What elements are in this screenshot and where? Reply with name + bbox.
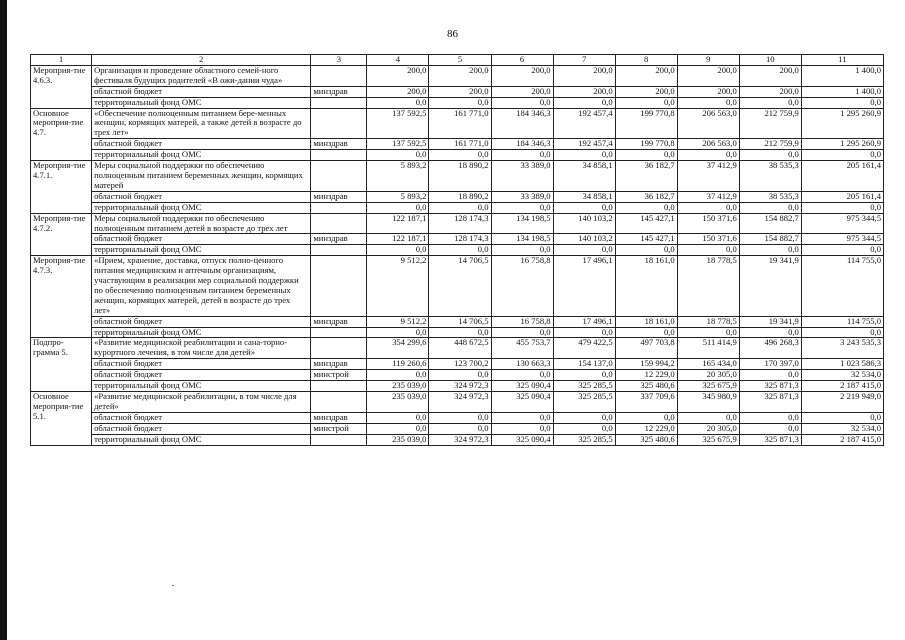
value-cell: 0,0	[491, 370, 553, 381]
value-cell: 150 371,6	[677, 234, 739, 245]
value-cell: 0,0	[491, 97, 553, 108]
value-cell: 206 563,0	[677, 139, 739, 150]
value-cell: 0,0	[429, 412, 491, 423]
funding-row	[31, 245, 884, 256]
value-cell: 192 457,4	[553, 108, 615, 139]
funding-row	[31, 359, 884, 370]
value-cell: 9 512,2	[367, 316, 429, 327]
value-cell: 161 771,0	[429, 108, 491, 139]
value-cell: 192 457,4	[553, 139, 615, 150]
funding-source-cell: территориальный фонд ОМС	[92, 245, 311, 256]
value-cell: 0,0	[429, 370, 491, 381]
value-cell: 0,0	[367, 423, 429, 434]
value-cell: 184 346,3	[491, 139, 553, 150]
value-cell: 150 371,6	[677, 213, 739, 234]
value-cell: 0,0	[739, 202, 801, 213]
value-cell: 345 980,9	[677, 392, 739, 413]
section-id-cell: Мероприя-тие 4.7.1.	[31, 161, 92, 214]
value-cell: 0,0	[429, 423, 491, 434]
title-cell: «Прием, хранение, доставка, отпуск полно-ценного питания медицинским и аптечным организациям, участвующим в реализации мер социальной поддержки по обеспечению полноценным питанием беременных женщин, кормящих матерей, детей в возрасте до трех лет»	[92, 256, 311, 316]
value-cell: 0,0	[801, 327, 883, 338]
value-cell: 325 871,3	[739, 434, 801, 445]
executor-cell: минстрой	[311, 423, 367, 434]
value-cell: 235 039,0	[367, 381, 429, 392]
value-cell: 0,0	[677, 202, 739, 213]
value-cell: 325 675,9	[677, 434, 739, 445]
value-cell: 975 344,5	[801, 213, 883, 234]
value-cell: 0,0	[677, 97, 739, 108]
executor-cell	[311, 161, 367, 192]
value-cell: 0,0	[553, 97, 615, 108]
title-cell: «Развитие медицинской реабилитации, в том числе для детей»	[92, 392, 311, 413]
scan-edge-bar	[0, 0, 7, 640]
value-cell: 2 187 415,0	[801, 381, 883, 392]
value-cell: 0,0	[429, 97, 491, 108]
value-cell: 0,0	[739, 370, 801, 381]
value-cell: 0,0	[615, 202, 677, 213]
value-cell: 1 295 260,9	[801, 139, 883, 150]
executor-cell	[311, 327, 367, 338]
value-cell: 200,0	[367, 86, 429, 97]
executor-cell: минздрав	[311, 412, 367, 423]
value-cell: 0,0	[615, 327, 677, 338]
value-cell: 36 182,7	[615, 191, 677, 202]
value-cell: 0,0	[615, 97, 677, 108]
value-cell: 0,0	[367, 245, 429, 256]
executor-cell	[311, 381, 367, 392]
value-cell: 145 427,1	[615, 213, 677, 234]
section-id-cell: Подпро-грамма 5.	[31, 338, 92, 392]
value-cell: 0,0	[739, 97, 801, 108]
funding-source-cell: областной бюджет	[92, 423, 311, 434]
value-cell: 0,0	[615, 412, 677, 423]
group-title-row	[31, 108, 884, 139]
value-cell: 122 187,1	[367, 234, 429, 245]
value-cell: 154 882,7	[739, 213, 801, 234]
value-cell: 1 023 586,3	[801, 359, 883, 370]
funding-source-cell: областной бюджет	[92, 234, 311, 245]
funding-row	[31, 370, 884, 381]
value-cell: 19 341,9	[739, 256, 801, 316]
header-cell: 5	[429, 55, 491, 66]
value-cell: 161 771,0	[429, 139, 491, 150]
value-cell: 206 563,0	[677, 108, 739, 139]
value-cell: 0,0	[553, 150, 615, 161]
value-cell: 0,0	[553, 202, 615, 213]
funding-source-cell: областной бюджет	[92, 359, 311, 370]
group-title-row	[31, 161, 884, 192]
value-cell: 0,0	[739, 150, 801, 161]
value-cell: 16 758,8	[491, 256, 553, 316]
value-cell: 32 534,0	[801, 423, 883, 434]
value-cell: 0,0	[491, 150, 553, 161]
value-cell: 448 672,5	[429, 338, 491, 359]
group-title-row	[31, 213, 884, 234]
value-cell: 184 346,3	[491, 108, 553, 139]
value-cell: 2 187 415,0	[801, 434, 883, 445]
group-title-row	[31, 338, 884, 359]
funding-row	[31, 423, 884, 434]
header-cell: 4	[367, 55, 429, 66]
funding-row	[31, 412, 884, 423]
value-cell: 16 758,8	[491, 316, 553, 327]
value-cell: 200,0	[677, 65, 739, 86]
value-cell: 170 397,0	[739, 359, 801, 370]
value-cell: 137 592,5	[367, 108, 429, 139]
value-cell: 34 858,1	[553, 161, 615, 192]
value-cell: 154 137,0	[553, 359, 615, 370]
value-cell: 128 174,3	[429, 213, 491, 234]
value-cell: 212 759,9	[739, 139, 801, 150]
value-cell: 0,0	[801, 412, 883, 423]
funding-source-cell: территориальный фонд ОМС	[92, 97, 311, 108]
value-cell: 325 090,4	[491, 392, 553, 413]
funding-source-cell: территориальный фонд ОМС	[92, 327, 311, 338]
value-cell: 0,0	[367, 150, 429, 161]
value-cell: 0,0	[491, 423, 553, 434]
executor-cell: минздрав	[311, 316, 367, 327]
value-cell: 200,0	[367, 65, 429, 86]
executor-cell: минздрав	[311, 234, 367, 245]
funding-source-cell: областной бюджет	[92, 316, 311, 327]
funding-row	[31, 316, 884, 327]
funding-row	[31, 434, 884, 445]
value-cell: 0,0	[491, 202, 553, 213]
value-cell: 0,0	[491, 327, 553, 338]
value-cell: 235 039,0	[367, 392, 429, 413]
section-id-cell: Мероприя-тие 4.6.3.	[31, 65, 92, 108]
header-cell: 7	[553, 55, 615, 66]
value-cell: 200,0	[491, 65, 553, 86]
header-cell: 2	[92, 55, 311, 66]
value-cell: 0,0	[739, 327, 801, 338]
executor-cell	[311, 108, 367, 139]
value-cell: 36 182,7	[615, 161, 677, 192]
section-id-cell: Мероприя-тие 4.7.2.	[31, 213, 92, 256]
funding-row	[31, 139, 884, 150]
funding-row	[31, 327, 884, 338]
value-cell: 14 706,5	[429, 256, 491, 316]
executor-cell	[311, 245, 367, 256]
header-cell: 10	[739, 55, 801, 66]
value-cell: 205 161,4	[801, 191, 883, 202]
value-cell: 18 890,2	[429, 161, 491, 192]
value-cell: 324 972,3	[429, 381, 491, 392]
value-cell: 235 039,0	[367, 434, 429, 445]
value-cell: 134 198,5	[491, 234, 553, 245]
value-cell: 325 480,6	[615, 434, 677, 445]
value-cell: 0,0	[553, 370, 615, 381]
value-cell: 205 161,4	[801, 161, 883, 192]
value-cell: 0,0	[677, 150, 739, 161]
executor-cell	[311, 65, 367, 86]
value-cell: 17 496,1	[553, 316, 615, 327]
header-cell: 3	[311, 55, 367, 66]
value-cell: 325 871,3	[739, 381, 801, 392]
executor-cell: минздрав	[311, 86, 367, 97]
funding-row	[31, 97, 884, 108]
value-cell: 119 260,6	[367, 359, 429, 370]
funding-source-cell: территориальный фонд ОМС	[92, 150, 311, 161]
executor-cell	[311, 338, 367, 359]
value-cell: 18 778,5	[677, 316, 739, 327]
value-cell: 200,0	[739, 65, 801, 86]
value-cell: 0,0	[429, 327, 491, 338]
funding-source-cell: областной бюджет	[92, 86, 311, 97]
value-cell: 200,0	[615, 65, 677, 86]
value-cell: 38 535,3	[739, 161, 801, 192]
value-cell: 325 871,3	[739, 392, 801, 413]
value-cell: 130 663,3	[491, 359, 553, 370]
title-cell: «Обеспечение полноценным питанием бере-менных женщин, кормящих матерей, а также детей в возрасте до трех лет»	[92, 108, 311, 139]
value-cell: 200,0	[491, 86, 553, 97]
value-cell: 19 341,9	[739, 316, 801, 327]
executor-cell: минздрав	[311, 359, 367, 370]
executor-cell	[311, 97, 367, 108]
funding-row	[31, 202, 884, 213]
value-cell: 0,0	[677, 245, 739, 256]
value-cell: 0,0	[739, 423, 801, 434]
title-cell: Меры социальной поддержки по обеспечению полноценным питанием беременных женщин, кормящих матерей	[92, 161, 311, 192]
value-cell: 128 174,3	[429, 234, 491, 245]
value-cell: 0,0	[367, 202, 429, 213]
page-number: 86	[447, 28, 458, 40]
value-cell: 325 480,6	[615, 381, 677, 392]
section-id-cell: Основное мероприя-тие 5.1.	[31, 392, 92, 446]
value-cell: 200,0	[553, 65, 615, 86]
funding-row	[31, 86, 884, 97]
value-cell: 20 305,0	[677, 423, 739, 434]
header-cell: 11	[801, 55, 883, 66]
budget-table	[30, 54, 884, 446]
value-cell: 0,0	[801, 150, 883, 161]
value-cell: 0,0	[553, 327, 615, 338]
executor-cell	[311, 150, 367, 161]
value-cell: 33 389,0	[491, 161, 553, 192]
value-cell: 12 229,0	[615, 423, 677, 434]
title-cell: Меры социальной поддержки по обеспечению полноценным питанием детей в возрасте до трех лет	[92, 213, 311, 234]
value-cell: 0,0	[429, 202, 491, 213]
executor-cell	[311, 202, 367, 213]
value-cell: 2 219 949,0	[801, 392, 883, 413]
value-cell: 3 243 535,3	[801, 338, 883, 359]
value-cell: 0,0	[739, 412, 801, 423]
value-cell: 325 285,5	[553, 434, 615, 445]
value-cell: 137 592,5	[367, 139, 429, 150]
value-cell: 0,0	[553, 423, 615, 434]
value-cell: 154 882,7	[739, 234, 801, 245]
value-cell: 12 229,0	[615, 370, 677, 381]
value-cell: 199 770,8	[615, 108, 677, 139]
value-cell: 325 090,4	[491, 381, 553, 392]
value-cell: 32 534,0	[801, 370, 883, 381]
value-cell: 0,0	[677, 412, 739, 423]
value-cell: 38 535,3	[739, 191, 801, 202]
title-cell: Организация и проведение областного семей-ного фестиваля будущих родителей «В ожи-дании чуда»	[92, 65, 311, 86]
value-cell: 0,0	[801, 245, 883, 256]
value-cell: 497 703,8	[615, 338, 677, 359]
value-cell: 0,0	[491, 412, 553, 423]
value-cell: 20 305,0	[677, 370, 739, 381]
value-cell: 37 412,9	[677, 161, 739, 192]
value-cell: 325 285,5	[553, 381, 615, 392]
value-cell: 17 496,1	[553, 256, 615, 316]
value-cell: 212 759,9	[739, 108, 801, 139]
value-cell: 337 709,6	[615, 392, 677, 413]
value-cell: 354 299,6	[367, 338, 429, 359]
value-cell: 34 858,1	[553, 191, 615, 202]
funding-source-cell: областной бюджет	[92, 412, 311, 423]
funding-source-cell: областной бюджет	[92, 370, 311, 381]
value-cell: 0,0	[801, 97, 883, 108]
value-cell: 325 090,4	[491, 434, 553, 445]
value-cell: 0,0	[367, 412, 429, 423]
value-cell: 122 187,1	[367, 213, 429, 234]
executor-cell	[311, 213, 367, 234]
value-cell: 200,0	[677, 86, 739, 97]
value-cell: 511 414,9	[677, 338, 739, 359]
value-cell: 0,0	[615, 245, 677, 256]
group-title-row	[31, 65, 884, 86]
value-cell: 18 161,0	[615, 316, 677, 327]
value-cell: 1 400,0	[801, 86, 883, 97]
table-body	[31, 55, 884, 446]
executor-cell: минстрой	[311, 370, 367, 381]
value-cell: 114 755,0	[801, 316, 883, 327]
value-cell: 0,0	[367, 97, 429, 108]
funding-row	[31, 381, 884, 392]
funding-row	[31, 150, 884, 161]
value-cell: 0,0	[553, 412, 615, 423]
funding-source-cell: территориальный фонд ОМС	[92, 381, 311, 392]
value-cell: 200,0	[429, 65, 491, 86]
value-cell: 0,0	[677, 327, 739, 338]
executor-cell	[311, 434, 367, 445]
executor-cell	[311, 392, 367, 413]
header-cell: 8	[615, 55, 677, 66]
value-cell: 0,0	[429, 150, 491, 161]
value-cell: 324 972,3	[429, 392, 491, 413]
value-cell: 114 755,0	[801, 256, 883, 316]
value-cell: 496 268,3	[739, 338, 801, 359]
value-cell: 18 890,2	[429, 191, 491, 202]
value-cell: 33 389,0	[491, 191, 553, 202]
value-cell: 145 427,1	[615, 234, 677, 245]
funding-source-cell: территориальный фонд ОМС	[92, 202, 311, 213]
value-cell: 0,0	[739, 245, 801, 256]
value-cell: 0,0	[429, 245, 491, 256]
value-cell: 159 994,2	[615, 359, 677, 370]
value-cell: 123 700,2	[429, 359, 491, 370]
value-cell: 18 161,0	[615, 256, 677, 316]
value-cell: 325 285,5	[553, 392, 615, 413]
value-cell: 0,0	[615, 150, 677, 161]
funding-row	[31, 191, 884, 202]
header-row	[31, 55, 884, 66]
value-cell: 0,0	[491, 245, 553, 256]
value-cell: 134 198,5	[491, 213, 553, 234]
section-id-cell: Основное мероприя-тие 4.7.	[31, 108, 92, 161]
funding-source-cell: территориальный фонд ОМС	[92, 434, 311, 445]
value-cell: 5 893,2	[367, 161, 429, 192]
value-cell: 1 400,0	[801, 65, 883, 86]
executor-cell	[311, 256, 367, 316]
value-cell: 200,0	[739, 86, 801, 97]
value-cell: 200,0	[615, 86, 677, 97]
title-cell: «Развитие медицинской реабилитации и сана-торно-курортного лечения, в том числе для детей»	[92, 338, 311, 359]
value-cell: 200,0	[553, 86, 615, 97]
value-cell: 5 893,2	[367, 191, 429, 202]
value-cell: 0,0	[801, 202, 883, 213]
group-title-row	[31, 256, 884, 316]
value-cell: 18 778,5	[677, 256, 739, 316]
value-cell: 165 434,0	[677, 359, 739, 370]
executor-cell: минздрав	[311, 139, 367, 150]
value-cell: 975 344,5	[801, 234, 883, 245]
group-title-row	[31, 392, 884, 413]
funding-row	[31, 234, 884, 245]
funding-source-cell: областной бюджет	[92, 191, 311, 202]
value-cell: 479 422,5	[553, 338, 615, 359]
scan-speck	[172, 585, 174, 586]
value-cell: 0,0	[553, 245, 615, 256]
value-cell: 9 512,2	[367, 256, 429, 316]
header-cell: 1	[31, 55, 92, 66]
value-cell: 325 675,9	[677, 381, 739, 392]
executor-cell: минздрав	[311, 191, 367, 202]
header-cell: 9	[677, 55, 739, 66]
section-id-cell: Мероприя-тие 4.7.3.	[31, 256, 92, 338]
value-cell: 324 972,3	[429, 434, 491, 445]
value-cell: 0,0	[367, 327, 429, 338]
funding-source-cell: областной бюджет	[92, 139, 311, 150]
value-cell: 37 412,9	[677, 191, 739, 202]
value-cell: 1 295 260,9	[801, 108, 883, 139]
value-cell: 455 753,7	[491, 338, 553, 359]
value-cell: 140 103,2	[553, 213, 615, 234]
header-cell: 6	[491, 55, 553, 66]
value-cell: 199 770,8	[615, 139, 677, 150]
value-cell: 0,0	[367, 370, 429, 381]
value-cell: 14 706,5	[429, 316, 491, 327]
value-cell: 200,0	[429, 86, 491, 97]
value-cell: 140 103,2	[553, 234, 615, 245]
